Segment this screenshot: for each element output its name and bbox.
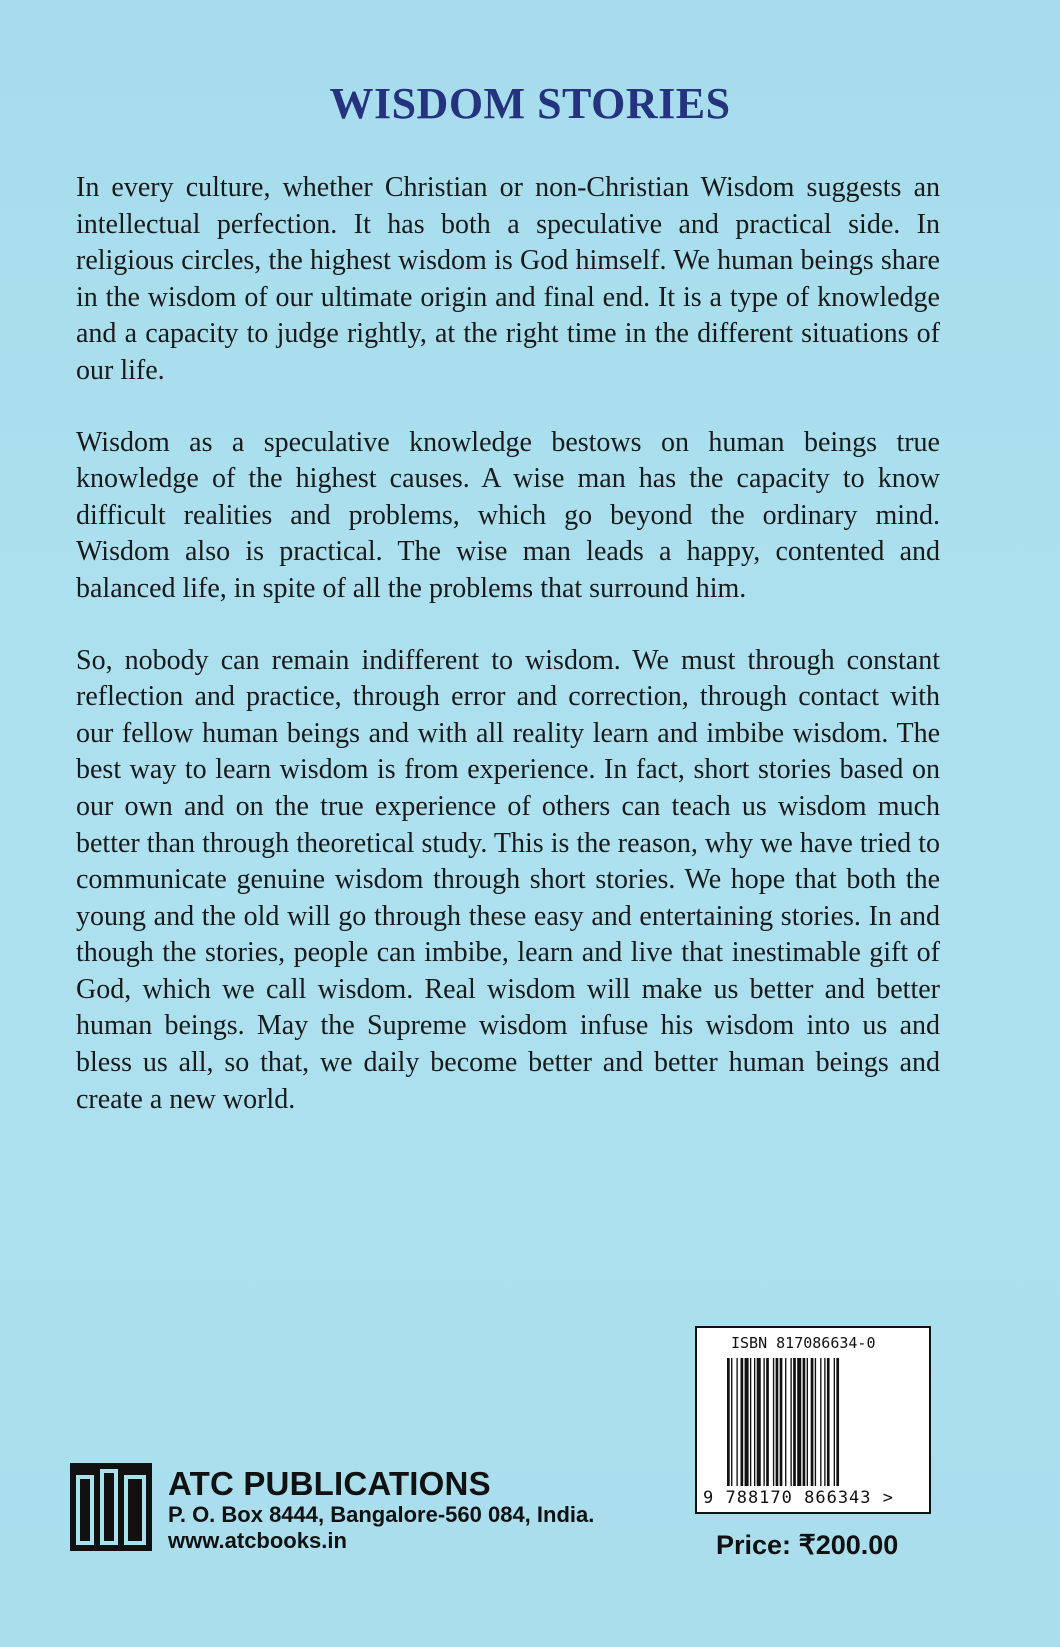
- price-label: Price:: [716, 1530, 792, 1560]
- blurb: [76, 170, 940, 1153]
- blurb-paragraph-2: Wisdom as a speculative knowledge bestows on human beings true knowledge of the highest causes. A wise man has the capacity to know difficult realities and problems, which go beyond the ordinary mind. Wisdom also is practical. The wise man leads a happy, contented and balanced life, in spite of all the problems that surround him.: [76, 426, 940, 604]
- publisher-website: www.atcbooks.in: [168, 1528, 347, 1553]
- blurb-paragraph-1: In every culture, whether Christian or non-Christian Wisdom suggests an intellectual perfection. It has both a speculative and practical side. In religious circles, the highest wisdom is God himself. We human beings share in the wisdom of our ultimate origin and final end. It is a type of knowledge and a capacity to judge rightly, at the right time in the different situations of our life.: [76, 172, 940, 386]
- atc-logo: [70, 1463, 152, 1551]
- price-tag: [716, 1530, 898, 1561]
- publisher-block: [168, 1466, 594, 1554]
- blurb-paragraph-3: So, nobody can remain indifferent to wisdom. We must through constant reflection and practice, through error and correction, through contact with our fellow human beings and with all reality learn and imbibe wisdom. The best way to learn wisdom is from experience. In fact, short stories based on our own and on the true experience of others can teach us wisdom much better than through theoretical study. This is the reason, why we have tried to communicate genuine wisdom through short stories. We hope that both the young and the old will go through these easy and entertaining stories. In and though the stories, people can imbibe, learn and live that inestimable gift of God, which we call wisdom. Real wisdom will make us better and better human beings. May the Supreme wisdom infuse his wisdom into us and bless us all, so that, we daily become better and better human beings and create a new world.: [76, 644, 940, 1115]
- isbn-number: ISBN 817086634-0: [731, 1334, 876, 1352]
- barcode-digits: 9 788170 866343 >: [703, 1488, 894, 1508]
- publisher-address: P. O. Box 8444, Bangalore-560 084, India.: [168, 1502, 595, 1527]
- barcode-bars: [727, 1358, 903, 1486]
- isbn-barcode: [695, 1326, 931, 1514]
- publisher-name: ATC PUBLICATIONS: [168, 1465, 491, 1502]
- price-value: ₹200.00: [798, 1530, 899, 1560]
- book-title: WISDOM STORIES: [329, 79, 731, 128]
